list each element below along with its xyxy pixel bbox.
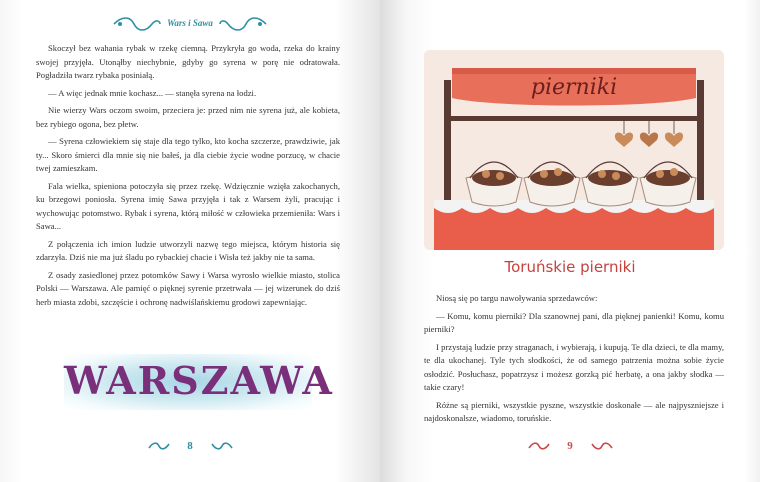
right-page <box>380 0 760 482</box>
paragraph: Różne są pierniki, wszystkie pyszne, wszystkie doskonałe — ale najpyszniejsze i najdoskonalsze, wiadomo, toruńskie. <box>424 399 724 423</box>
chapter-title: Toruńskie pierniki <box>504 258 636 276</box>
pierniki-illustration <box>424 50 724 250</box>
right-body-text <box>424 292 724 426</box>
dragon-ornament-icon <box>210 440 234 452</box>
dragon-ornament-icon <box>147 440 171 452</box>
paragraph: Niosą się po targu nawoływania sprzedawców: <box>436 293 598 303</box>
paragraph: — A więc jednak mnie kochasz... — stanęła syrena na łodzi. <box>48 87 257 98</box>
paragraph: Skoczył bez wahania rybak w rzekę ciemną. Przykryła go woda, rzeka do krainy swojej przyjęła. Utonąłby niechybnie, gdyby go syrena w porę nie odratowała. Pogładziła twarz rybaka posiniałą. <box>36 43 340 80</box>
paragraph: Z osady zasiedlonej przez potomków Sawy i Warsa wyrosło wielkie miasto, stolica Polski — Warszawa. Ale pamięć o pięknej syrenie przetrwała — jej wizerunek do dziś herb miasta zdobi, szczęście i ochronę nadwiślańskiemu grodowi zapewniając. <box>36 269 340 307</box>
illustration-lettering: WARSZAWA <box>64 358 334 403</box>
swirl-ornament-icon <box>218 14 268 34</box>
banner-lettering: pierniki <box>530 75 618 100</box>
dragon-ornament-icon <box>527 440 551 452</box>
paragraph: — Syrena człowiekiem się staje dla tego tylko, kto kocha szczerze, prawdziwie, jak ty... Skoro śmierci dla mnie się nie bałeś, ja dla ciebie życie wodne porzucę, w chacie twej zamieszkam. <box>36 136 340 173</box>
page-header <box>0 14 380 38</box>
page-number: 8 <box>187 440 193 452</box>
market-stall-image <box>424 50 724 250</box>
paragraph: I przystają ludzie przy straganach, i wybierają, i kupują. Te dla dzieci, te dla mamy, te dla ukochanej. Tyle tych słodkości, że od samego patrzenia można sobie życie osłodzić. Posłuchasz, popatrzysz i możesz gorzką pić herbatę, a ona jakby słodka — takie czary! <box>424 341 724 392</box>
warszawa-illustration <box>64 354 334 410</box>
page-number: 9 <box>567 440 573 452</box>
paragraph: — Komu, komu pierniki? Dla szanownej pani, dla pięknej panienki! Komu, komu pierniki? <box>424 310 724 334</box>
dragon-ornament-icon <box>590 440 614 452</box>
page-number-footer <box>0 440 380 452</box>
paragraph: Z połączenia ich imion ludzie utworzyli nazwę tego miejsca, którym historia się zdarzyła. Dziś nie ma już śladu po rybackiej chacie i Wisła też jakby nie ta sama. <box>36 238 340 262</box>
running-header: Wars i Sawa <box>167 18 213 28</box>
paragraph: Fala wielka, spieniona potoczyła się przez rzekę. Wdzięcznie wzięła zakochanych, ku brzegowi poniosła. Syrena imię Sawa przyjęła i tak z Warsem żyli, pracując i wychowując potomstwo. Rybak i syrena, którą miłość w człowieka przemieniła: Wars i Sawa... <box>36 180 340 231</box>
left-body-text <box>36 42 340 309</box>
paragraph: Nie wierzy Wars oczom swoim, przeciera je: przed nim nie syrena już, ale kobieta, bez rybiego ogona, bez płetw. <box>36 105 340 129</box>
page-number-footer <box>380 440 760 452</box>
